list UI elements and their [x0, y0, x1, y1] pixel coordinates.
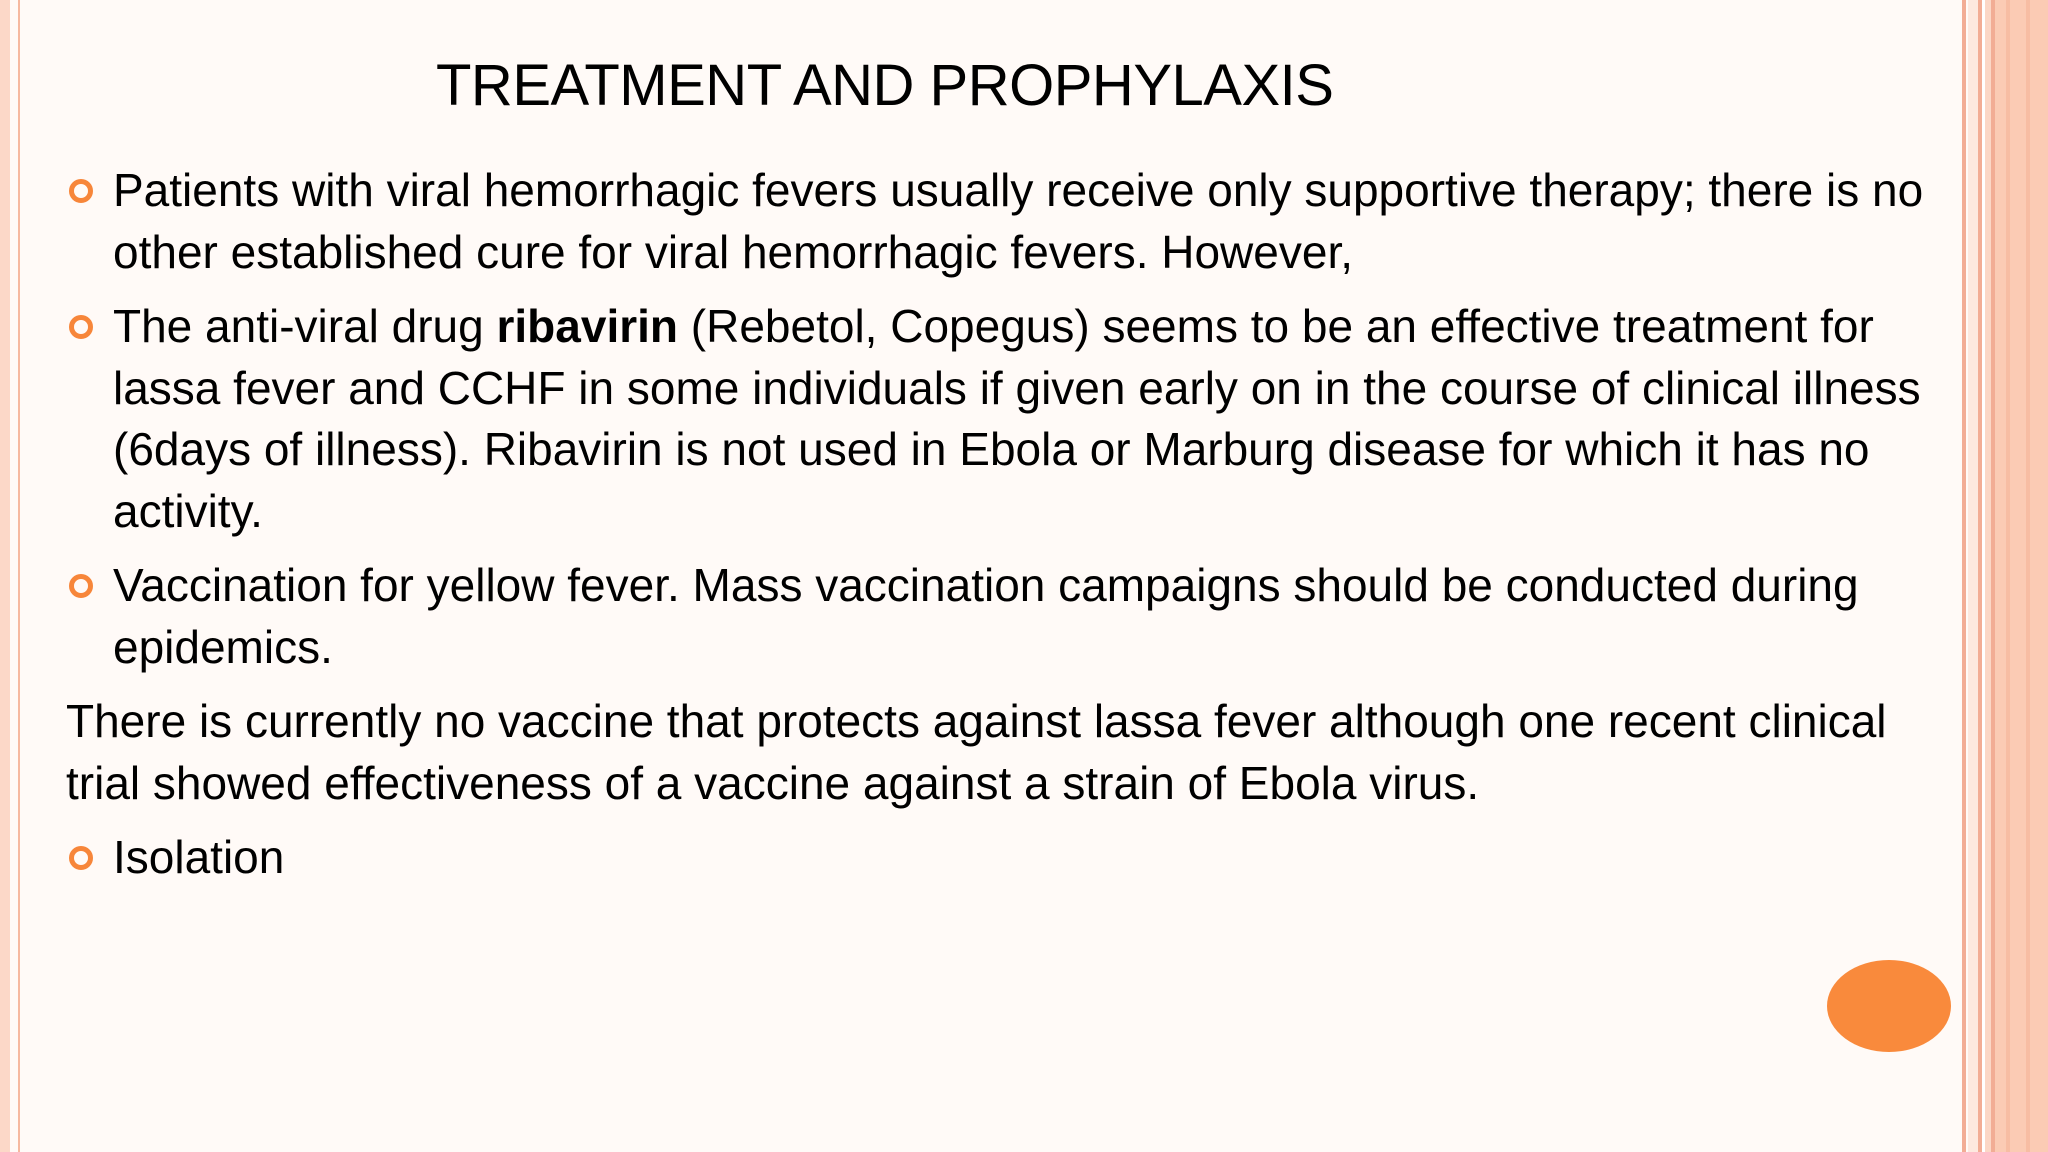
decorative-oval [1827, 960, 1951, 1052]
paragraph [66, 691, 1946, 814]
left-border [0, 0, 10, 1152]
bullet-item [66, 160, 1946, 283]
bullet-item [66, 555, 1946, 678]
bullet-text: Patients with viral hemorrhagic fevers usually receive only supportive therapy; there is no other established cure for viral hemorrhagic fevers. However, [113, 164, 1924, 278]
slide-title: TREATMENT AND PROPHYLAXIS [436, 53, 1334, 118]
slide-body [66, 160, 1946, 902]
bullet-bold-text: ribavirin [496, 300, 679, 352]
left-border-line [18, 0, 20, 1152]
right-stripe [1968, 0, 1978, 1152]
right-stripe [2026, 0, 2030, 1152]
bullet-text: Vaccination for yellow fever. Mass vaccination campaigns should be conducted during epidemics. [113, 559, 1859, 673]
right-stripe [1962, 0, 1966, 1152]
circle-bullet-icon [69, 574, 93, 598]
bullet-item [66, 296, 1946, 542]
right-stripe-band [1995, 0, 2048, 1152]
circle-bullet-icon [69, 846, 93, 870]
bullet-text: Isolation [113, 831, 285, 883]
bullet-text: (Rebetol, Copegus) seems to be an effective treatment for lassa fever and CCHF in some individuals if given early on in the course of clinical illness (6days of illness). Ribavirin is not used in Ebola or Marburg disease for which it has no activity. [113, 300, 1921, 537]
bullet-text: The anti-viral drug [113, 300, 497, 352]
right-stripe [1991, 0, 1995, 1152]
circle-bullet-icon [69, 315, 93, 339]
paragraph-text: There is currently no vaccine that protects against lassa fever although one recent clinical trial showed effectiveness of a vaccine against a strain of Ebola virus. [66, 695, 1887, 809]
bullet-item [66, 827, 1946, 889]
right-stripe [2006, 0, 2010, 1152]
circle-bullet-icon [69, 179, 93, 203]
